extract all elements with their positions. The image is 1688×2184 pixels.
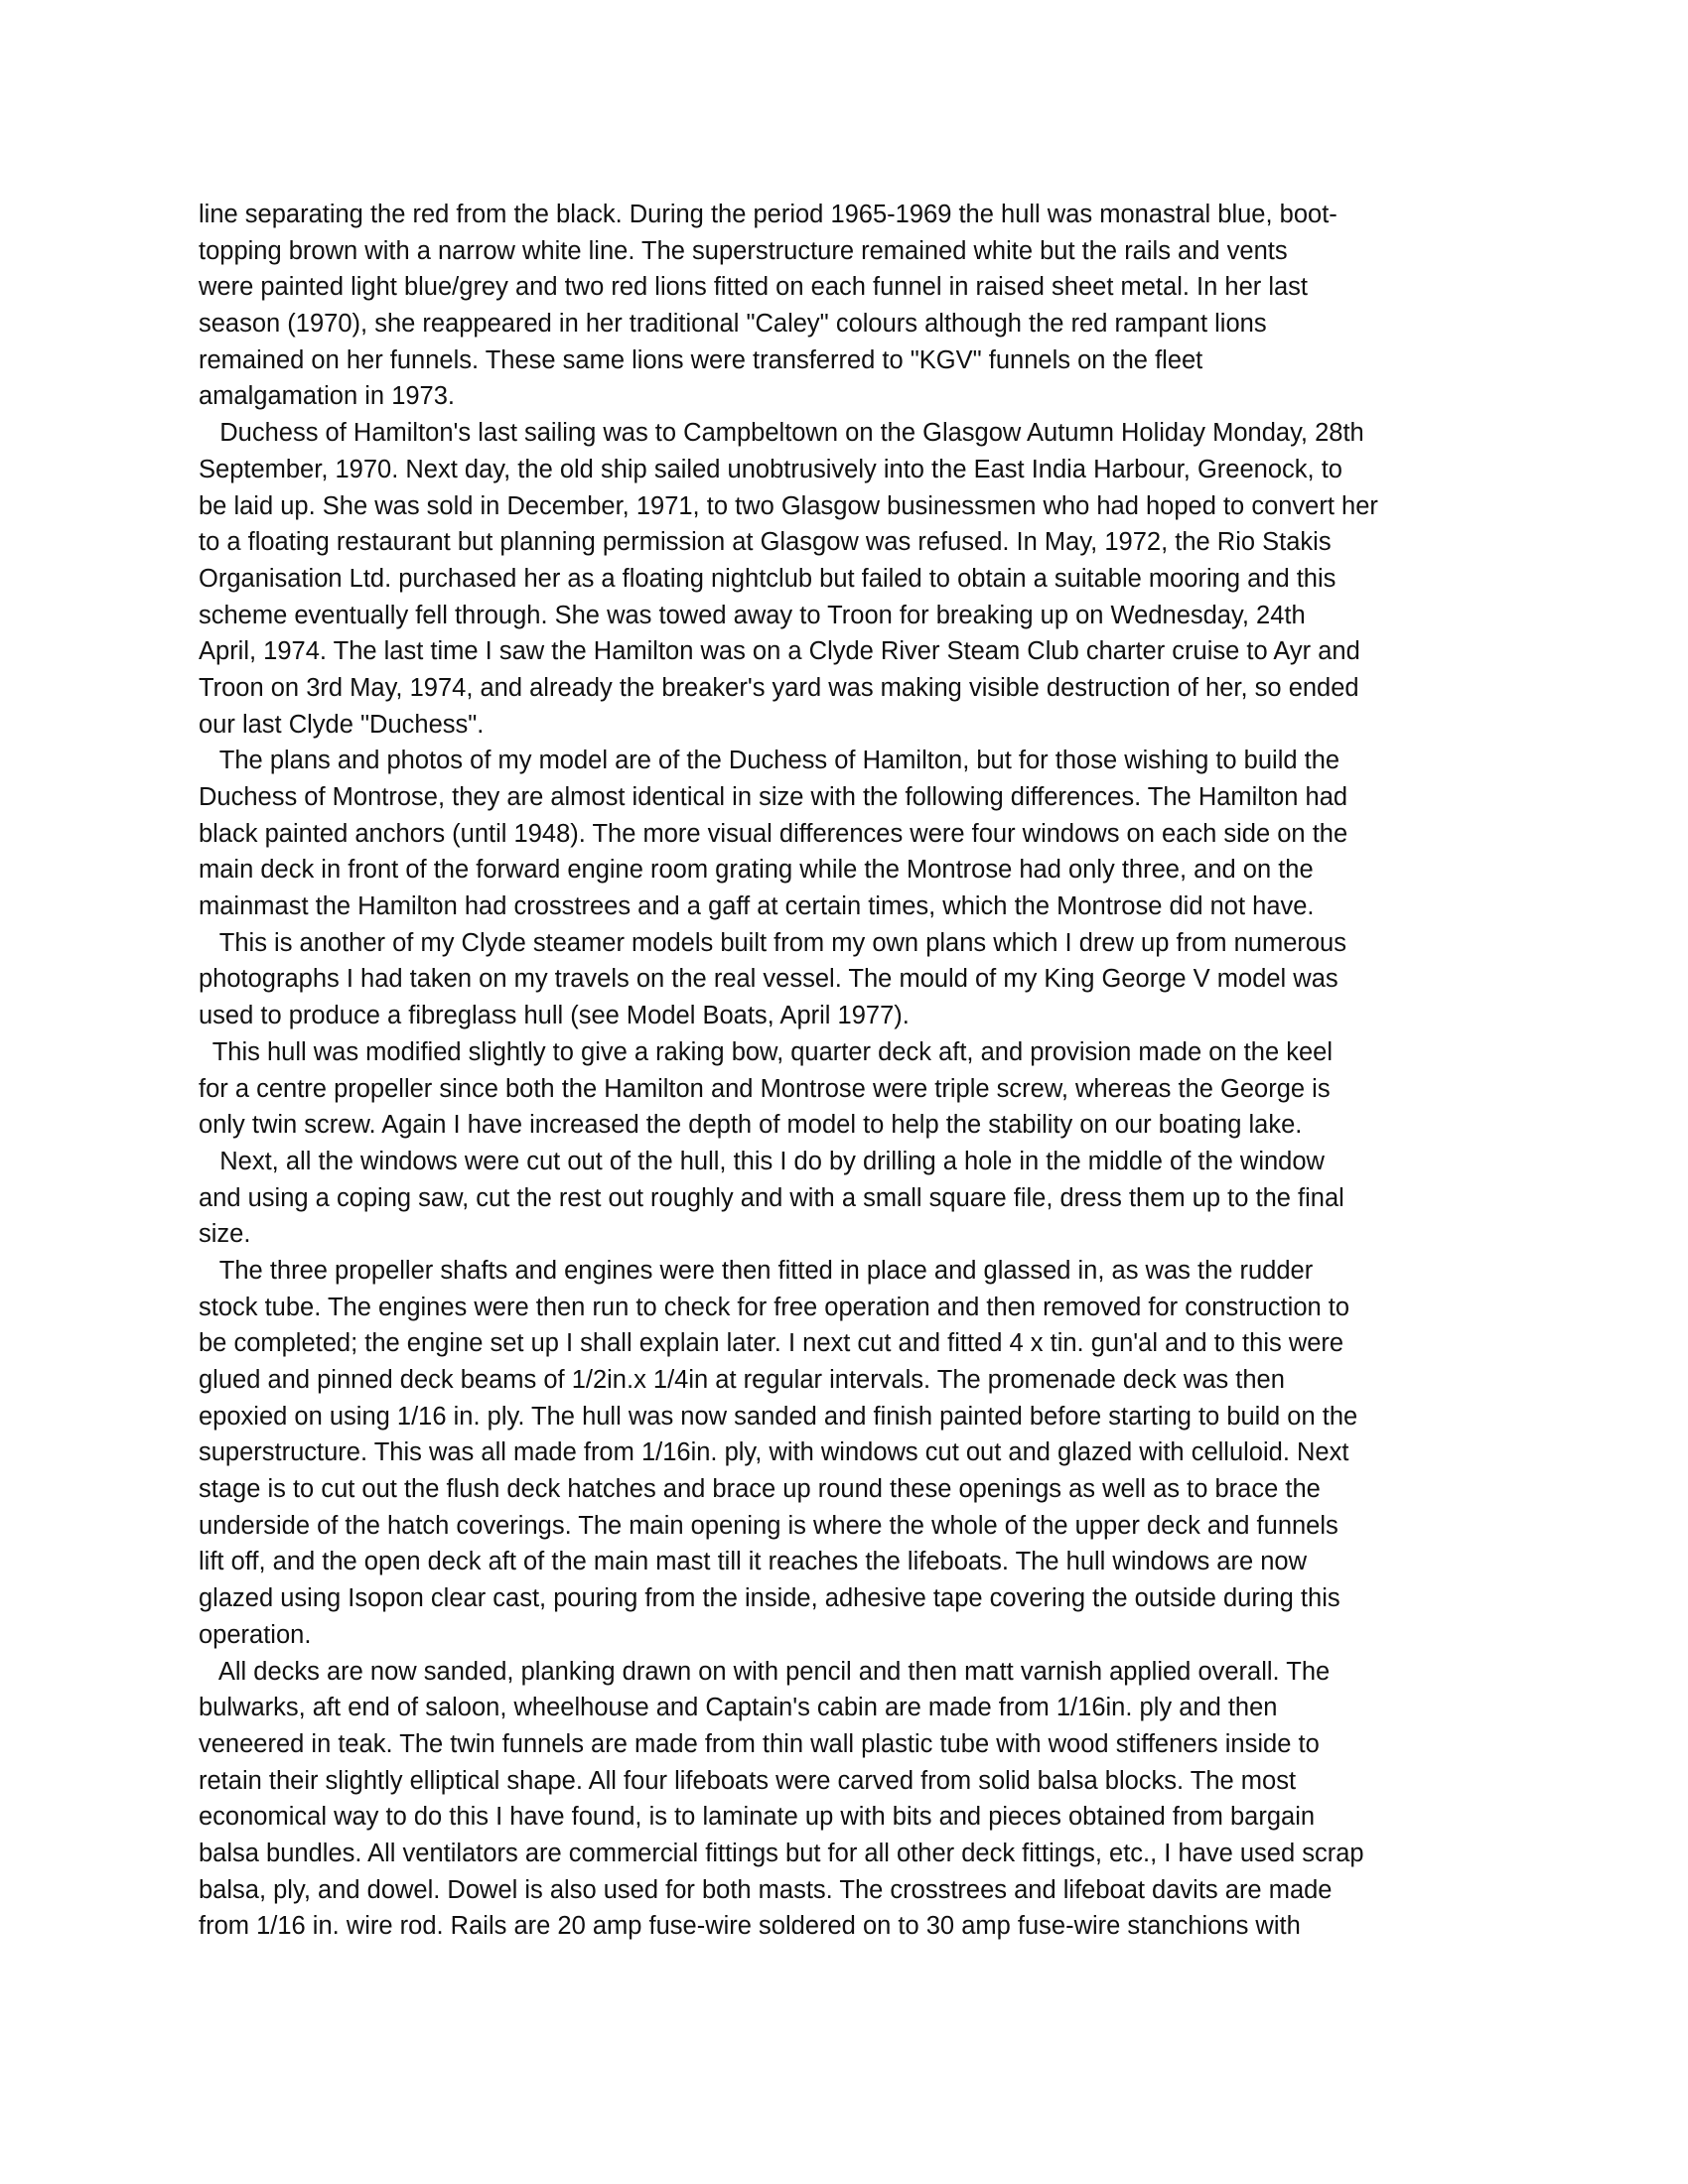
text-line: veneered in teak. The twin funnels are made from thin wall plastic tube with wood stiffeners inside to: [199, 1729, 1320, 1758]
text-line: were painted light blue/grey and two red lions fitted on each funnel in raised sheet metal. In her last: [199, 273, 1309, 302]
text-line: size.: [199, 1220, 251, 1249]
text-line: for a centre propeller since both the Hamilton and Montrose were triple screw, whereas the George is: [199, 1074, 1331, 1103]
text-line: main deck in front of the forward engine room grating while the Montrose had only three, and on the: [199, 856, 1314, 885]
text-line: be laid up. She was sold in December, 1971, to two Glasgow businessmen who had hoped to convert her: [199, 491, 1378, 520]
text-line: April, 1974. The last time I saw the Hamilton was on a Clyde River Steam Club charter cruise to Ayr and: [199, 637, 1360, 666]
text-line: superstructure. This was all made from 1/16in. ply, with windows cut out and glazed with celluloid. Next: [199, 1438, 1349, 1467]
text-line: bulwarks, aft end of saloon, wheelhouse and Captain's cabin are made from 1/16in. ply and then: [199, 1694, 1278, 1722]
text-line: photographs I had taken on my travels on the real vessel. The mould of my King George V model was: [199, 965, 1338, 994]
text-line: September, 1970. Next day, the old ship sailed unobtrusively into the East India Harbour, Greenock, to: [199, 455, 1342, 483]
text-line: our last Clyde "Duchess".: [199, 710, 485, 739]
body-text: [199, 197, 1499, 1945]
text-line: remained on her funnels. These same lions were transferred to "KGV" funnels on the fleet: [199, 345, 1203, 374]
text-line: only twin screw. Again I have increased the depth of model to help the stability on our boating lake.: [199, 1111, 1303, 1140]
text-line: topping brown with a narrow white line. The superstructure remained white but the rails and vents: [199, 236, 1288, 265]
text-line: glazed using Isopon clear cast, pouring from the inside, adhesive tape covering the outside during this: [199, 1584, 1340, 1613]
text-line: retain their slightly elliptical shape. All four lifeboats were carved from solid balsa blocks. The most: [199, 1766, 1297, 1795]
text-line: The plans and photos of my model are of the Duchess of Hamilton, but for those wishing to build the: [199, 747, 1340, 775]
text-line: Next, all the windows were cut out of the hull, this I do by drilling a hole in the middle of the window: [199, 1147, 1325, 1175]
text-line: from 1/16 in. wire rod. Rails are 20 amp fuse-wire soldered on to 30 amp fuse-wire stanchions with: [199, 1912, 1301, 1941]
text-line: Duchess of Hamilton's last sailing was to Campbeltown on the Glasgow Autumn Holiday Monday, 28th: [199, 419, 1364, 448]
text-line: to a floating restaurant but planning permission at Glasgow was refused. In May, 1972, the Rio Stakis: [199, 528, 1332, 557]
text-line: Troon on 3rd May, 1974, and already the breaker's yard was making visible destruction of her, so ended: [199, 673, 1359, 702]
text-line: epoxied on using 1/16 in. ply. The hull was now sanded and finish painted before starting to build on the: [199, 1402, 1358, 1431]
text-line: and using a coping saw, cut the rest out roughly and with a small square file, dress them up to the final: [199, 1183, 1344, 1212]
text-line: amalgamation in 1973.: [199, 382, 456, 411]
text-line: used to produce a fibreglass hull (see Model Boats, April 1977).: [199, 1002, 910, 1030]
text-line: be completed; the engine set up I shall explain later. I next cut and fitted 4 x tin. gun'al and to this were: [199, 1329, 1344, 1358]
text-line: All decks are now sanded, planking drawn on with pencil and then matt varnish applied overall. The: [199, 1657, 1331, 1686]
text-line: glued and pinned deck beams of 1/2in.x 1/4in at regular intervals. The promenade deck was then: [199, 1366, 1285, 1394]
text-line: The three propeller shafts and engines were then fitted in place and glassed in, as was the rudder: [199, 1256, 1314, 1285]
text-line: lift off, and the open deck aft of the main mast till it reaches the lifeboats. The hull windows are now: [199, 1548, 1308, 1576]
text-line: mainmast the Hamilton had crosstrees and a gaff at certain times, which the Montrose did not have.: [199, 892, 1315, 921]
text-line: Duchess of Montrose, they are almost identical in size with the following differences. The Hamilton had: [199, 783, 1348, 811]
text-line: Organisation Ltd. purchased her as a floating nightclub but failed to obtain a suitable mooring and this: [199, 564, 1336, 593]
text-line: line separating the red from the black. During the period 1965-1969 the hull was monastral blue, boot-: [199, 201, 1337, 228]
text-line: underside of the hatch coverings. The main opening is where the whole of the upper deck and funnels: [199, 1511, 1338, 1540]
text-line: economical way to do this I have found, is to laminate up with bits and pieces obtained from bargain: [199, 1803, 1316, 1832]
text-line: This hull was modified slightly to give a raking bow, quarter deck aft, and provision made on the keel: [199, 1037, 1333, 1066]
text-line: season (1970), she reappeared in her traditional "Caley" colours although the red rampant lions: [199, 310, 1267, 339]
text-line: stock tube. The engines were then run to check for free operation and then removed for construction to: [199, 1293, 1350, 1321]
text-line: scheme eventually fell through. She was towed away to Troon for breaking up on Wednesday, 24th: [199, 601, 1306, 629]
text-line: balsa, ply, and dowel. Dowel is also used for both masts. The crosstrees and lifeboat davits are made: [199, 1875, 1333, 1904]
text-line: black painted anchors (until 1948). The more visual differences were four windows on each side on the: [199, 819, 1348, 848]
text-line: operation.: [199, 1620, 312, 1649]
text-line: stage is to cut out the flush deck hatches and brace up round these openings as well as to brace the: [199, 1475, 1321, 1504]
text-line: balsa bundles. All ventilators are commercial fittings but for all other deck fittings, etc., I have used scrap: [199, 1839, 1364, 1867]
text-line: This is another of my Clyde steamer models built from my own plans which I drew up from numerous: [199, 928, 1346, 957]
